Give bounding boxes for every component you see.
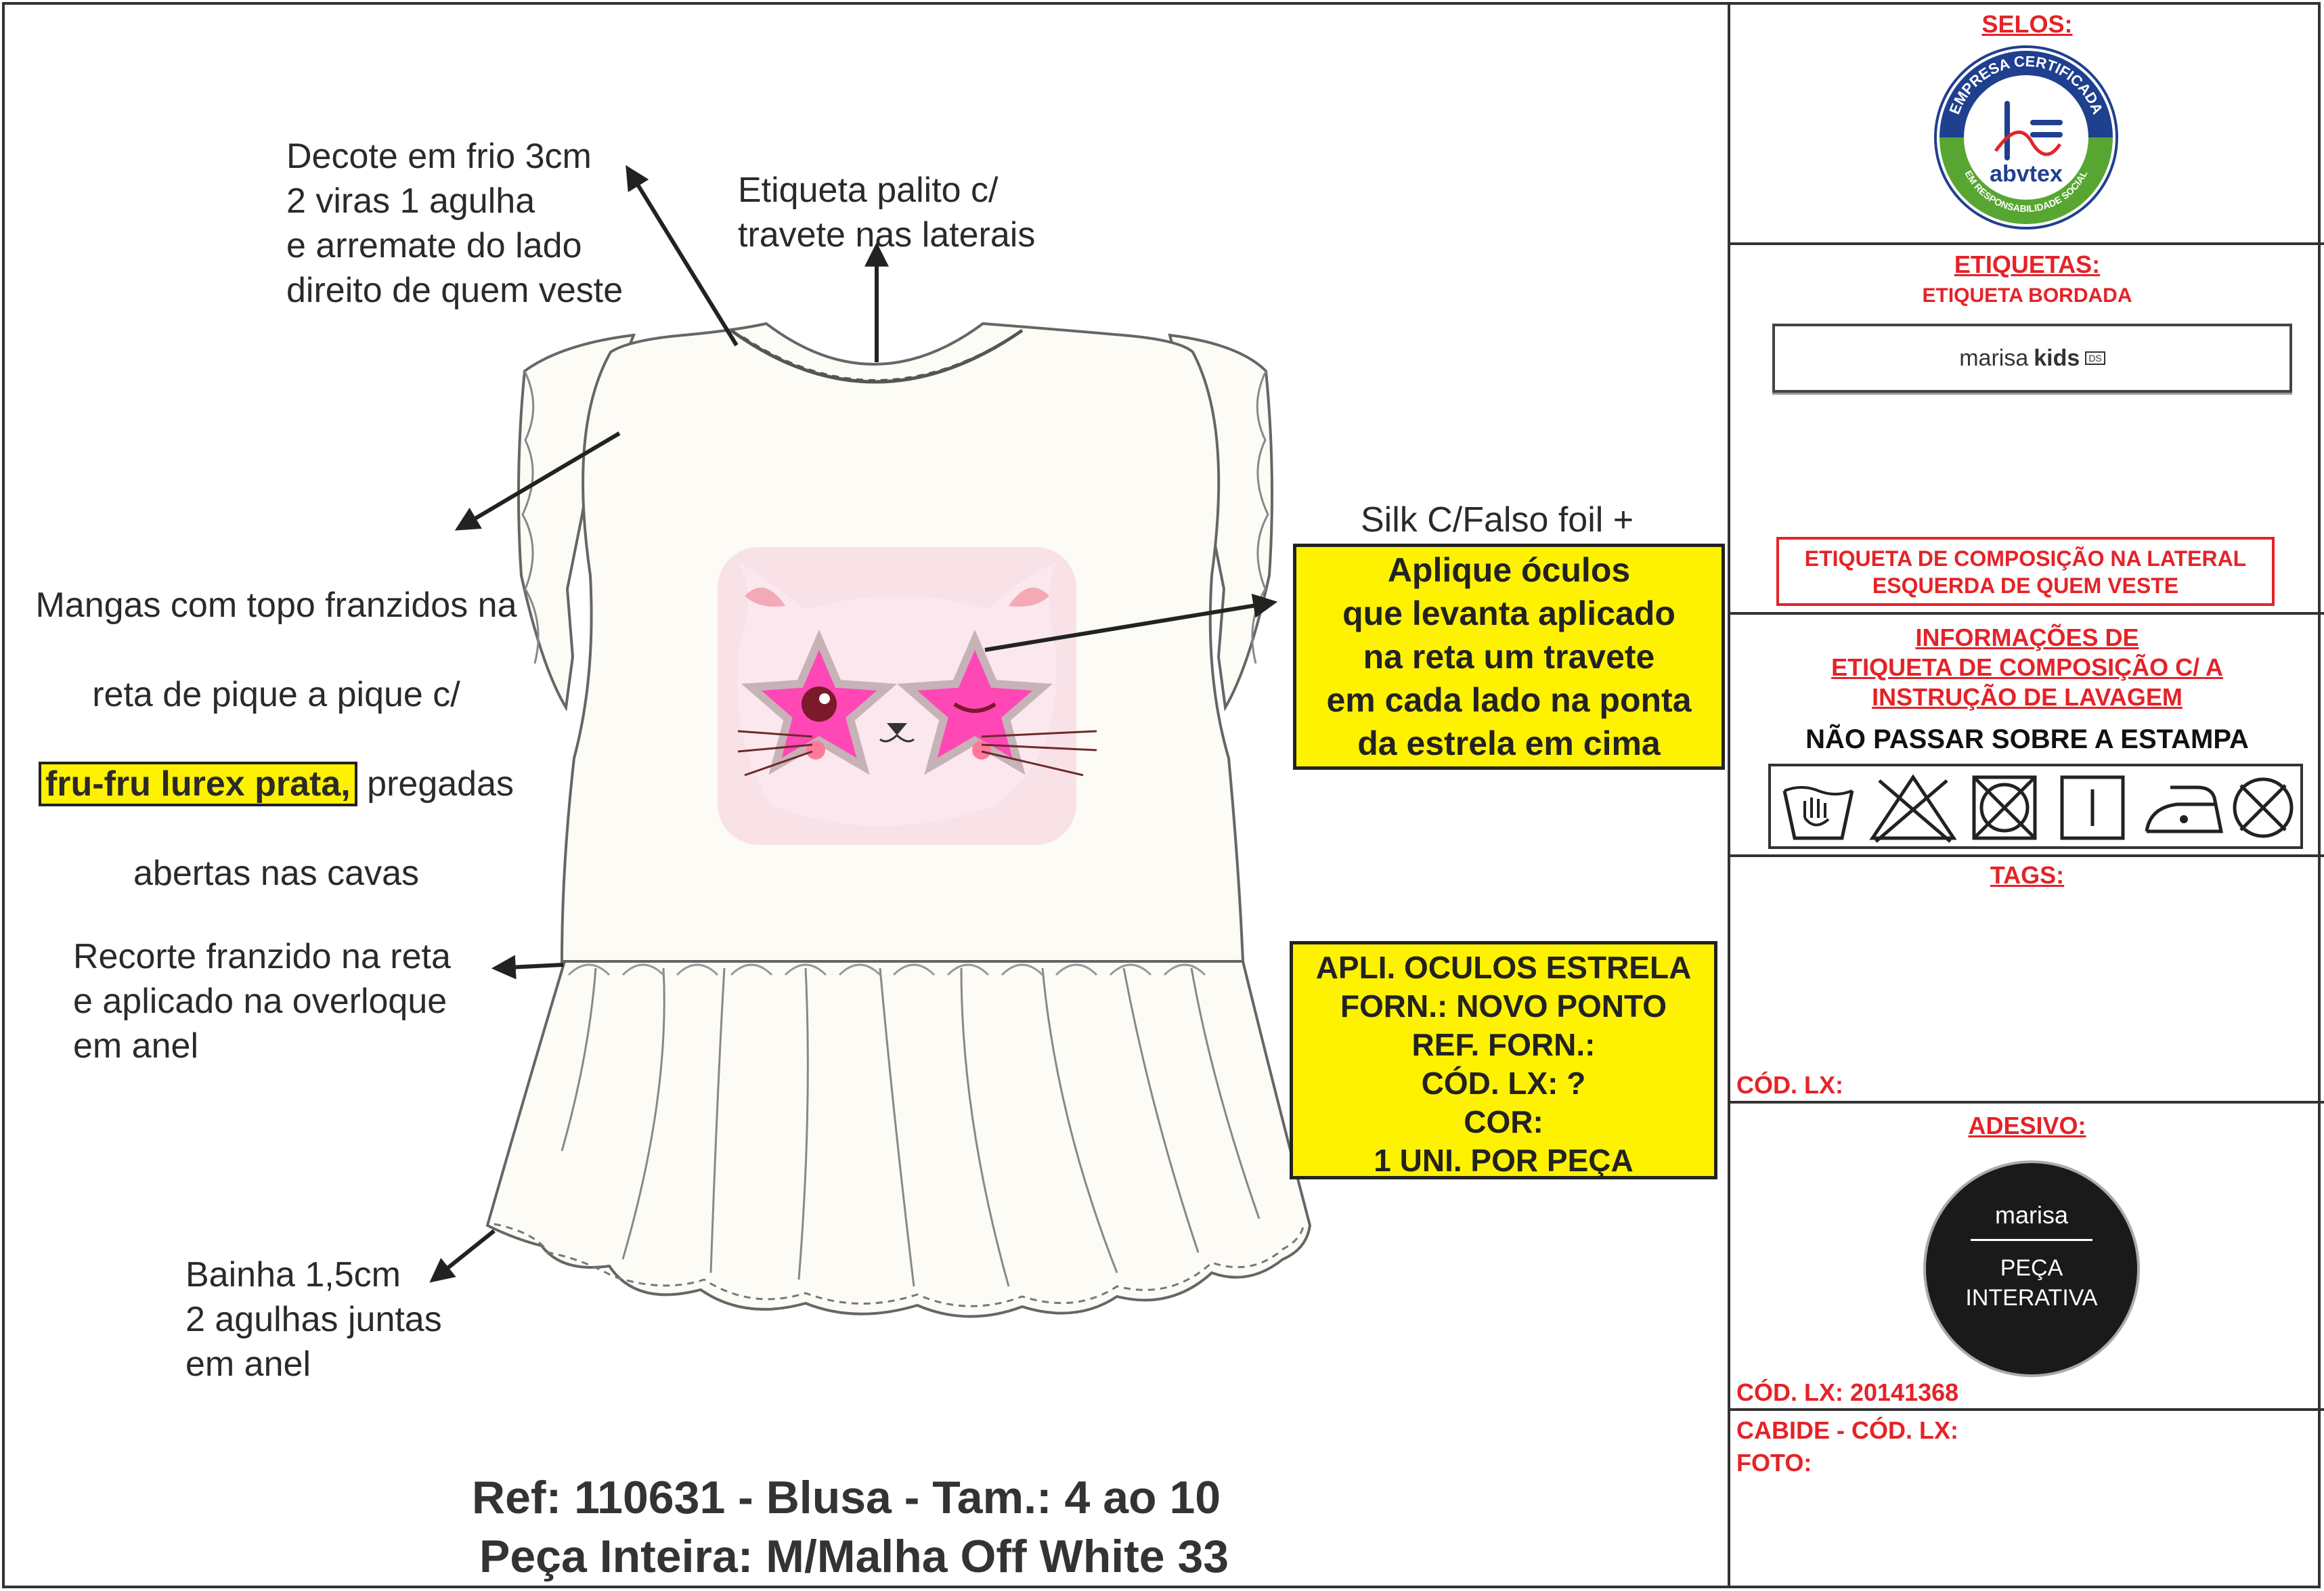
label-sub: kids: [2034, 345, 2080, 371]
seal-brand: abvtex: [1990, 161, 2063, 187]
supplier-line: 1 UNI. POR PEÇA: [1374, 1143, 1634, 1178]
supplier-line: COR:: [1464, 1104, 1543, 1139]
info-title-line: ETIQUETA DE COMPOSIÇÃO C/ A: [1831, 653, 2223, 681]
note-silk: Silk C/Falso foil +: [1361, 500, 1634, 540]
nao-passar-text: NÃO PASSAR SOBRE A ESTAMPA: [1805, 724, 2249, 754]
aplique-line: que levanta aplicado: [1342, 594, 1675, 632]
note-mangas-line4: abertas nas cavas: [133, 854, 420, 893]
aplique-line: da estrela em cima: [1357, 724, 1661, 762]
section-divider: [1728, 242, 2324, 245]
aplique-line: em cada lado na ponta: [1326, 681, 1692, 719]
supplier-line: REF. FORN.:: [1411, 1027, 1596, 1062]
hand-wash-icon: [1778, 770, 1859, 845]
supplier-line: APLI. OCULOS ESTRELA: [1315, 950, 1692, 985]
sticker-divider: [1971, 1239, 2092, 1241]
note-bainha: Bainha 1,5cm 2 agulhas juntas em anel: [185, 1255, 442, 1384]
abvtex-seal-icon: [1931, 43, 2121, 232]
seal-top-text: EMPRESA CERTIFICADA: [1946, 52, 2107, 117]
composicao-line: ESQUERDA DE QUEM VESTE: [1872, 573, 2179, 598]
info-title: [1730, 623, 2324, 712]
no-bleach-icon: [1866, 770, 1960, 845]
section-divider: [1728, 854, 2324, 857]
note-mangas-line3-rest: pregadas: [357, 764, 514, 804]
section-divider: [1728, 612, 2324, 615]
seal-bottom-text: EM RESPONSABILIDADE SOCIAL: [1963, 169, 2090, 215]
cabide-cod-lx: CABIDE - CÓD. LX:: [1736, 1416, 1958, 1444]
reference-line1: Ref: 110631 - Blusa - Tam.: 4 ao 10: [472, 1472, 1221, 1523]
lurex-highlight: fru-fru lurex prata,: [39, 762, 357, 806]
note-mangas-line3: [5, 762, 547, 806]
selos-title: SELOS:: [1981, 10, 2073, 38]
reference-line2: Peça Inteira: M/Malha Off White 33: [479, 1531, 1229, 1582]
aplique-line: na reta um travete: [1363, 638, 1655, 676]
iron-low-icon: [2136, 770, 2231, 845]
supplier-line: CÓD. LX: ?: [1421, 1066, 1586, 1101]
composicao-box: [1776, 537, 2275, 606]
note-etiqueta-palito: Etiqueta palito c/ travete nas laterais: [738, 171, 1036, 255]
etiquetas-title: ETIQUETAS:: [1954, 250, 2101, 278]
supplier-line: FORN.: NOVO PONTO: [1340, 988, 1667, 1024]
adesivo-cod-lx: CÓD. LX: 20141368: [1736, 1378, 1959, 1406]
sticker-badge: [1926, 1163, 2137, 1374]
note-mangas: [5, 538, 547, 940]
note-mangas-line1: Mangas com topo franzidos na: [35, 586, 517, 625]
supplier-box: [1290, 941, 1717, 1179]
section-divider: [1728, 1101, 2324, 1104]
foto-label: FOTO:: [1736, 1449, 1812, 1477]
label-brand: marisa: [1959, 345, 2029, 371]
line-dry-icon: [2055, 770, 2130, 845]
etiqueta-bordada-caption: ETIQUETA BORDADA: [1922, 284, 2132, 307]
info-title-line: INFORMAÇÕES DE: [1915, 624, 2139, 651]
woven-label: [1772, 324, 2292, 393]
care-symbols-box: [1768, 764, 2303, 849]
aplique-box: [1293, 544, 1725, 770]
aplique-line: Aplique óculos: [1387, 551, 1631, 589]
no-dry-clean-icon: [2226, 770, 2300, 845]
label-tag: DS: [2085, 351, 2105, 365]
adesivo-title: ADESIVO:: [1968, 1112, 2086, 1139]
sticker-line2: INTERATIVA: [1965, 1285, 2098, 1311]
info-title-line: INSTRUÇÃO DE LAVAGEM: [1872, 683, 2183, 711]
sticker-line1: PEÇA: [2000, 1255, 2063, 1281]
no-tumble-dry-icon: [1967, 770, 2042, 845]
note-mangas-line2: reta de pique a pique c/: [92, 675, 460, 714]
section-divider: [1728, 1408, 2324, 1411]
composicao-line: ETIQUETA DE COMPOSIÇÃO NA LATERAL: [1804, 546, 2247, 571]
note-recorte: Recorte franzido na reta e aplicado na overloque em anel: [73, 937, 451, 1066]
sticker-brand: marisa: [1994, 1201, 2069, 1229]
note-decote: Decote em frio 3cm 2 viras 1 agulha e arremate do lado direito de quem veste: [286, 137, 623, 310]
tags-title: TAGS:: [1990, 861, 2065, 889]
tags-cod-lx: CÓD. LX:: [1736, 1071, 1843, 1099]
